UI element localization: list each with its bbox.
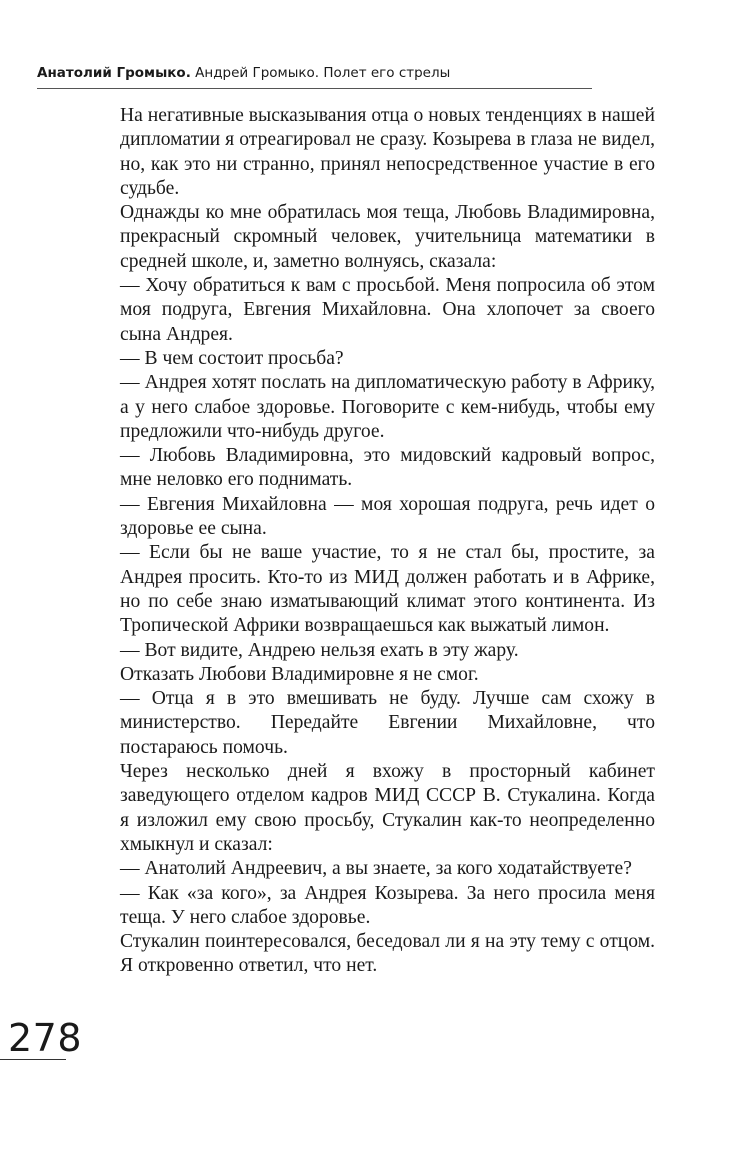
paragraph: — Вот видите, Андрею нельзя ехать в эту жару.: [120, 639, 519, 661]
page-body: [120, 104, 655, 979]
paragraph: — Андрея хотят послать на дипломатическую работу в Африку, а у него слабое здоровье. Поговорите с кем-нибудь, чтобы ему предложили что-нибудь другое.: [120, 372, 655, 442]
paragraph: На негативные высказывания отца о новых тенденциях в нашей дипломатии я отреагировал не сразу. Козырева в глаза не видел, но, как это ни странно, принял непосредственное участие в его судьбе.: [120, 105, 655, 199]
header-divider: [37, 88, 592, 89]
header-book-title: Андрей Громыко. Полет его стрелы: [195, 65, 451, 81]
paragraph: — Хочу обратиться к вам с просьбой. Меня попросила об этом моя подруга, Евгения Михайловна. Она хлопочет за своего сына Андрея.: [120, 275, 655, 345]
paragraph: — Как «за кого», за Андрея Козырева. За него просила меня теща. У него слабое здоровье.: [120, 882, 655, 928]
page-number-underline: [0, 1059, 66, 1060]
paragraph: — Если бы не ваше участие, то я не стал бы, простите, за Андрея просить. Кто-то из МИД должен работать и в Африке, но по себе знаю изматывающий климат этого континента. Из Тропической Африки возвращаешься как выжатый лимон.: [120, 542, 655, 637]
paragraph: — Любовь Владимировна, это мидовский кадровый вопрос, мне неловко его поднимать.: [120, 445, 655, 491]
paragraph: Через несколько дней я вхожу в просторный кабинет заведующего отделом кадров МИД СССР В. Стукалина. Когда я изложил ему свою просьбу, Стукалин как-то неопределенно хмыкнул и сказал:: [120, 761, 655, 855]
paragraph: Отказать Любови Владимировне я не смог.: [120, 663, 479, 685]
paragraph: Стукалин поинтересовался, беседовал ли я на эту тему с отцом. Я откровенно ответил, что нет.: [120, 931, 655, 977]
page-number: 278: [8, 1016, 83, 1060]
paragraph: — Отца я в это вмешивать не буду. Лучше сам схожу в министерство. Передайте Евгении Михайловне, что постараюсь помочь.: [120, 688, 655, 758]
paragraph: — В чем состоит просьба?: [120, 347, 344, 369]
paragraph: Однажды ко мне обратилась моя теща, Любовь Владимировна, прекрасный скромный человек, учительница математики в средней школе, и, заметно волнуясь, сказала:: [120, 202, 655, 272]
paragraph: — Евгения Михайловна — моя хорошая подруга, речь идет о здоровье ее сына.: [120, 493, 655, 540]
header-author: Анатолий Громыко.: [37, 65, 191, 81]
paragraph: — Анатолий Андреевич, а вы знаете, за кого ходатайствуете?: [120, 858, 632, 880]
running-header: [37, 64, 557, 82]
